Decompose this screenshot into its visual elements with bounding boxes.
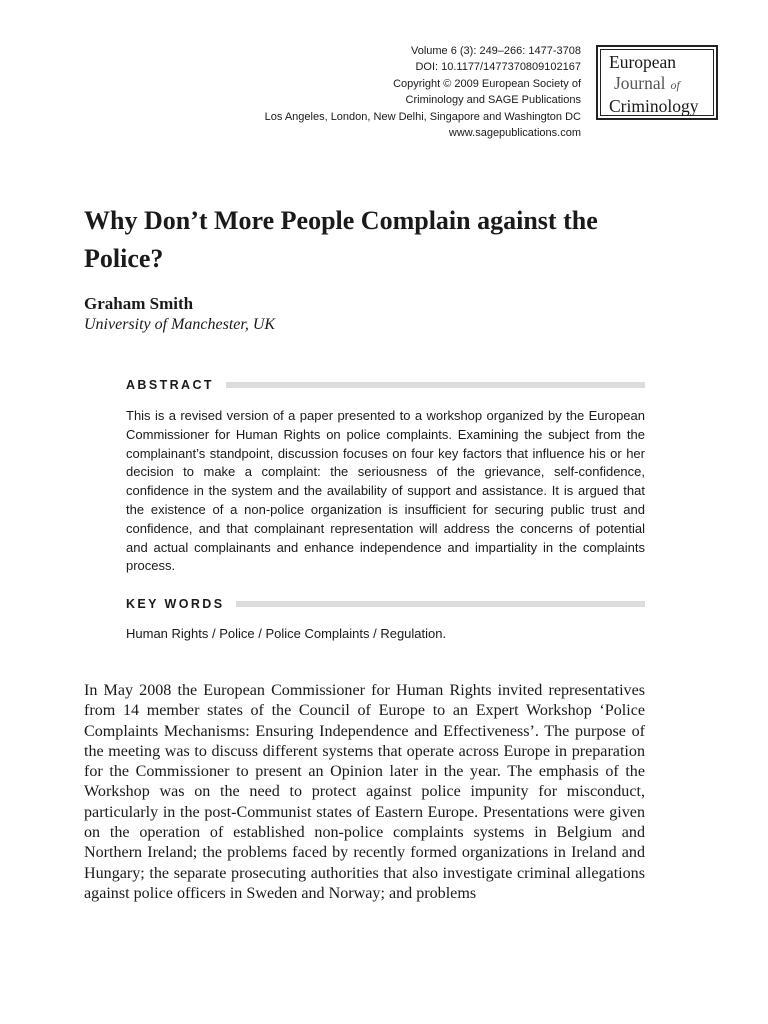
journal-logo-word-of: of bbox=[670, 78, 680, 92]
keywords-heading: KEY WORDS bbox=[126, 597, 225, 611]
doi-line: DOI: 10.1177/1477370809102167 bbox=[415, 61, 581, 74]
journal-logo-line-journal bbox=[609, 72, 707, 96]
abstract-text: This is a revised version of a paper presented to a workshop organized by the European Commissioner for Human Rights on police complaints. Examining the subject from the complainant’s standpoint, discussion focuses on four key factors that influence his or her decision to make a complaint: the seriousness of the grievance, self-confidence, confidence in the system and the availability of support and assistance. It is argued that the existence of a non-police organization is insufficient for securing public trust and confidence, and that complainant representation will address the concerns of potential and actual complainants and enhance independence and impartiality in the complaints process. bbox=[126, 408, 645, 574]
publisher-line: Criminology and SAGE Publications bbox=[405, 94, 581, 107]
author-name: Graham Smith bbox=[84, 294, 194, 313]
copyright-line: Copyright © 2009 European Society of bbox=[393, 77, 581, 90]
journal-logo-line-criminology: Criminology bbox=[609, 96, 699, 116]
keywords-heading-row bbox=[126, 596, 645, 612]
keywords-heading-rule bbox=[236, 601, 645, 607]
article-title: Why Don’t More People Complain against the Police? bbox=[84, 206, 598, 273]
author-affiliation: University of Manchester, UK bbox=[84, 316, 276, 333]
abstract-heading-row bbox=[126, 377, 645, 393]
keywords-text: Human Rights / Police / Police Complaints / Regulation. bbox=[126, 626, 447, 641]
abstract-heading-rule bbox=[226, 382, 645, 388]
locations-line: Los Angeles, London, New Delhi, Singapore and Washington DC bbox=[264, 110, 581, 123]
publication-metadata bbox=[161, 43, 581, 141]
abstract-heading: ABSTRACT bbox=[126, 378, 214, 392]
body-paragraph: In May 2008 the European Commissioner for Human Rights invited representatives from 14 member states of the Council of Europe to an Expert Workshop ‘Police Complaints Mechanisms: Ensuring Independence and Effectiveness’. The purpose of the meeting was to discuss different systems that operate across Europe in preparation for the Commissioner to present an Opinion later in the year. The emphasis of the Workshop was on the need to protect against police impunity for misconduct, particularly in the post-Communist states of Eastern Europe. Presentations were given on the operation of established non-police complaints systems in Belgium and Northern Ireland; the problems faced by recently formed organizations in Ireland and Hungary; the separate prosecuting authorities that also investigate criminal allegations against police officers in Sweden and Norway; and problems bbox=[84, 682, 645, 902]
journal-logo-inner-frame bbox=[600, 49, 714, 116]
journal-logo-line-european: European bbox=[609, 52, 677, 72]
volume-line: Volume 6 (3): 249–266: 1477-3708 bbox=[410, 45, 581, 57]
website-line: www.sagepublications.com bbox=[448, 127, 581, 140]
journal-logo bbox=[596, 45, 718, 120]
journal-logo-word-journal: Journal bbox=[614, 73, 666, 93]
